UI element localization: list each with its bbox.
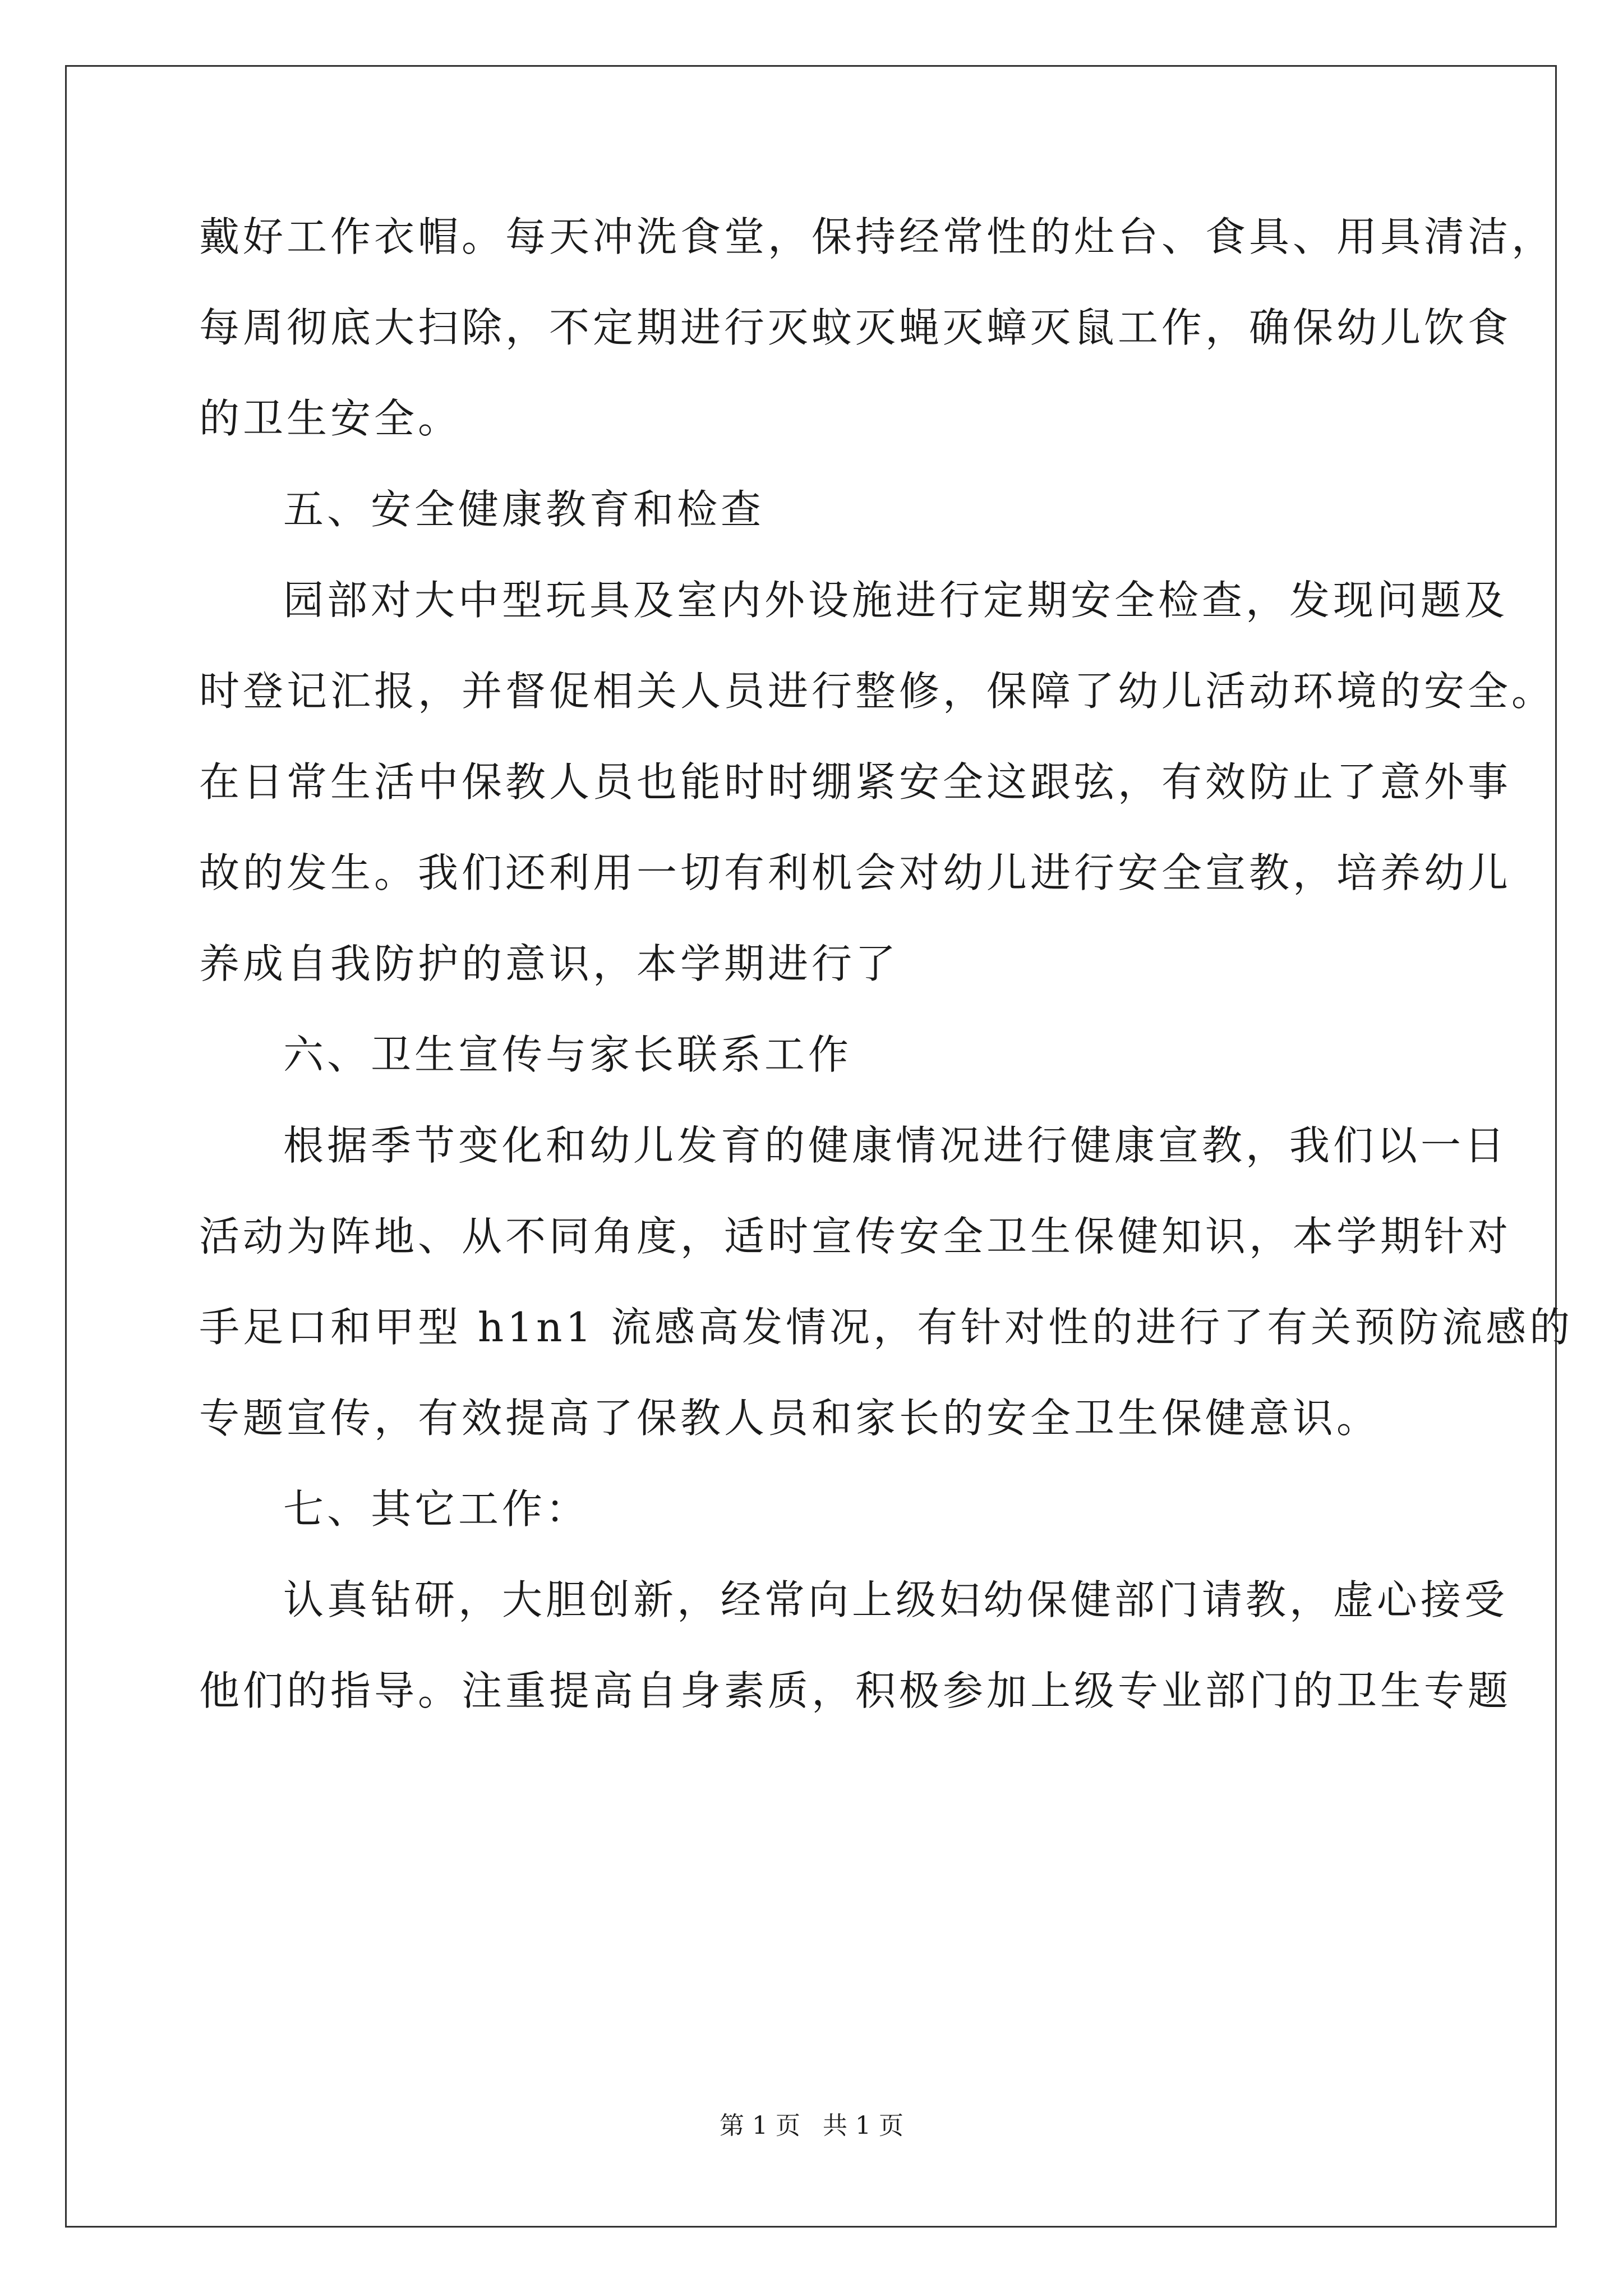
page-number: 第 1 页 (720, 2111, 800, 2140)
text-line-7: 在日常生活中保教人员也能时时绷紧安全这跟弦，有效防止了意外事 (199, 758, 1512, 806)
text-line-17: 他们的指导。注重提高自身素质，积极参加上级专业部门的卫生专题 (199, 1667, 1512, 1714)
text-line-3: 的卫生安全。 (199, 395, 462, 442)
text-line-2: 每周彻底大扫除，不定期进行灭蚊灭蝇灭蟑灭鼠工作，确保幼儿饮食 (199, 304, 1512, 351)
page-total: 共 1 页 (823, 2111, 903, 2140)
text-line-8: 故的发生。我们还利用一切有利机会对幼儿进行安全宣教，培养幼儿 (199, 849, 1512, 896)
text-line-12: 活动为阵地、从不同角度，适时宣传安全卫生保健知识，本学期针对 (199, 1213, 1512, 1260)
text-line-14: 专题宣传，有效提高了保教人员和家长的安全卫生保健意识。 (199, 1395, 1381, 1442)
text-line-5: 园部对大中型玩具及室内外设施进行定期安全检查，发现问题及 (283, 577, 1509, 624)
text-line-1: 戴好工作衣帽。每天冲洗食堂，保持经常性的灶台、食具、用具清洁， (199, 213, 1556, 260)
section-heading-7: 七、其它工作： (283, 1485, 590, 1533)
text-line-13: 手足口和甲型 h1n1 流感高发情况，有针对性的进行了有关预防流感的 (199, 1304, 1574, 1351)
section-heading-6: 六、卫生宣传与家长联系工作 (283, 1031, 852, 1078)
document-body (199, 213, 1574, 1761)
text-line-16: 认真钻研，大胆创新，经常向上级妇幼保健部门请教，虚心接受 (283, 1576, 1509, 1623)
text-line-6: 时登记汇报，并督促相关人员进行整修，保障了幼儿活动环境的安全。 (199, 668, 1556, 715)
page-footer (0, 2112, 1623, 2140)
section-heading-5: 五、安全健康教育和检查 (283, 486, 765, 533)
text-line-11: 根据季节变化和幼儿发育的健康情况进行健康宣教，我们以一日 (283, 1122, 1509, 1169)
text-line-9: 养成自我防护的意识，本学期进行了 (199, 940, 900, 987)
